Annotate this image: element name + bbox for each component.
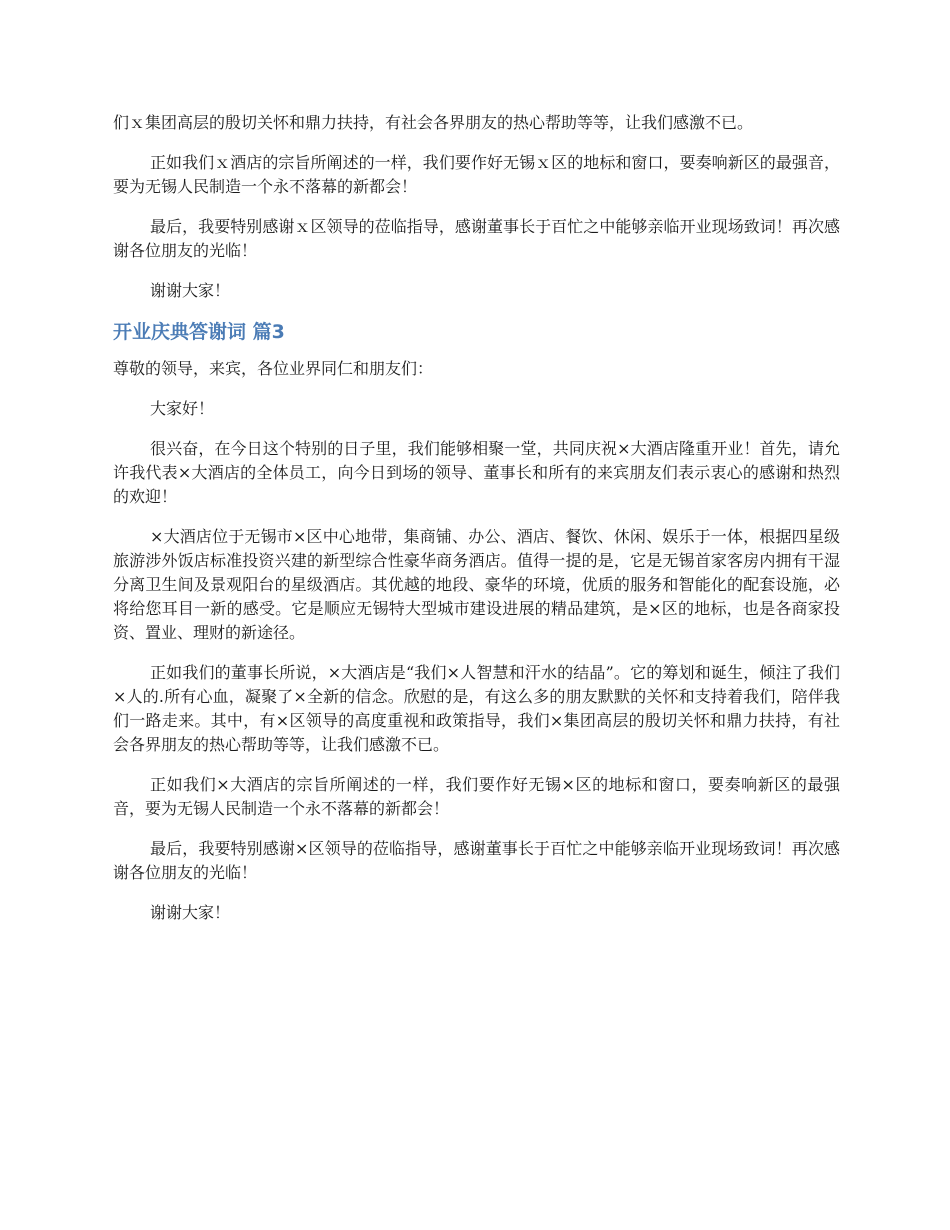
paragraph-salutation: 尊敬的领导，来宾，各位业界同仁和朋友们： — [113, 359, 434, 378]
paragraph: 最后，我要特别感谢×区领导的莅临指导，感谢董事长于百忙之中能够亲临开业现场致词！再次感谢各位朋友的光临！ — [113, 839, 840, 882]
paragraph: 正如我们的董事长所说，×大酒店是“我们×人智慧和汗水的结晶”。它的筹划和诞生，倾注了我们×人的.所有心血，凝聚了×全新的信念。欣慰的是，有这么多的朋友默默的关怀和支持着我们，陪伴我们一路走来。其中，有×区领导的高度重视和政策指导，我们×集团高层的殷切关怀和鼎力扶持，有社会各界朋友的热心帮助等等，让我们感激不已。 — [113, 663, 840, 754]
paragraph-continuation: 们ｘ集团高层的殷切关怀和鼎力扶持，有社会各界朋友的热心帮助等等，让我们感激不已。 — [113, 113, 754, 132]
document-page — [113, 111, 840, 941]
paragraph-greeting: 大家好！ — [150, 399, 215, 418]
paragraph: 很兴奋，在今日这个特别的日子里，我们能够相聚一堂，共同庆祝×大酒店隆重开业！首先，请允许我代表×大酒店的全体员工，向今日到场的领导、董事长和所有的来宾朋友们表示衷心的感谢和热烈的欢迎！ — [113, 439, 840, 506]
paragraph-closing: 谢谢大家！ — [150, 903, 231, 922]
paragraph: 最后，我要特别感谢ｘ区领导的莅临指导，感谢董事长于百忙之中能够亲临开业现场致词！再次感谢各位朋友的光临！ — [113, 217, 840, 260]
paragraph: ×大酒店位于无锡市×区中心地带，集商铺、办公、酒店、餐饮、休闲、娱乐于一体，根据四星级旅游涉外饭店标准投资兴建的新型综合性豪华商务酒店。值得一提的是，它是无锡首家客房内拥有干湿分离卫生间及景观阳台的星级酒店。其优越的地段、豪华的环境，优质的服务和智能化的配套设施，必将给您耳目一新的感受。它是顺应无锡特大型城市建设进展的精品建筑，是×区的地标，也是各商家投资、置业、理财的新途径。 — [113, 527, 840, 642]
paragraph-closing: 谢谢大家！ — [150, 281, 231, 300]
paragraph: 正如我们ｘ酒店的宗旨所阐述的一样，我们要作好无锡ｘ区的地标和窗口，要奏响新区的最强音，要为无锡人民制造一个永不落幕的新都会！ — [113, 153, 840, 196]
section-heading: 开业庆典答谢词 篇3 — [113, 321, 285, 343]
paragraph: 正如我们×大酒店的宗旨所阐述的一样，我们要作好无锡×区的地标和窗口，要奏响新区的最强音，要为无锡人民制造一个永不落幕的新都会！ — [113, 775, 840, 818]
